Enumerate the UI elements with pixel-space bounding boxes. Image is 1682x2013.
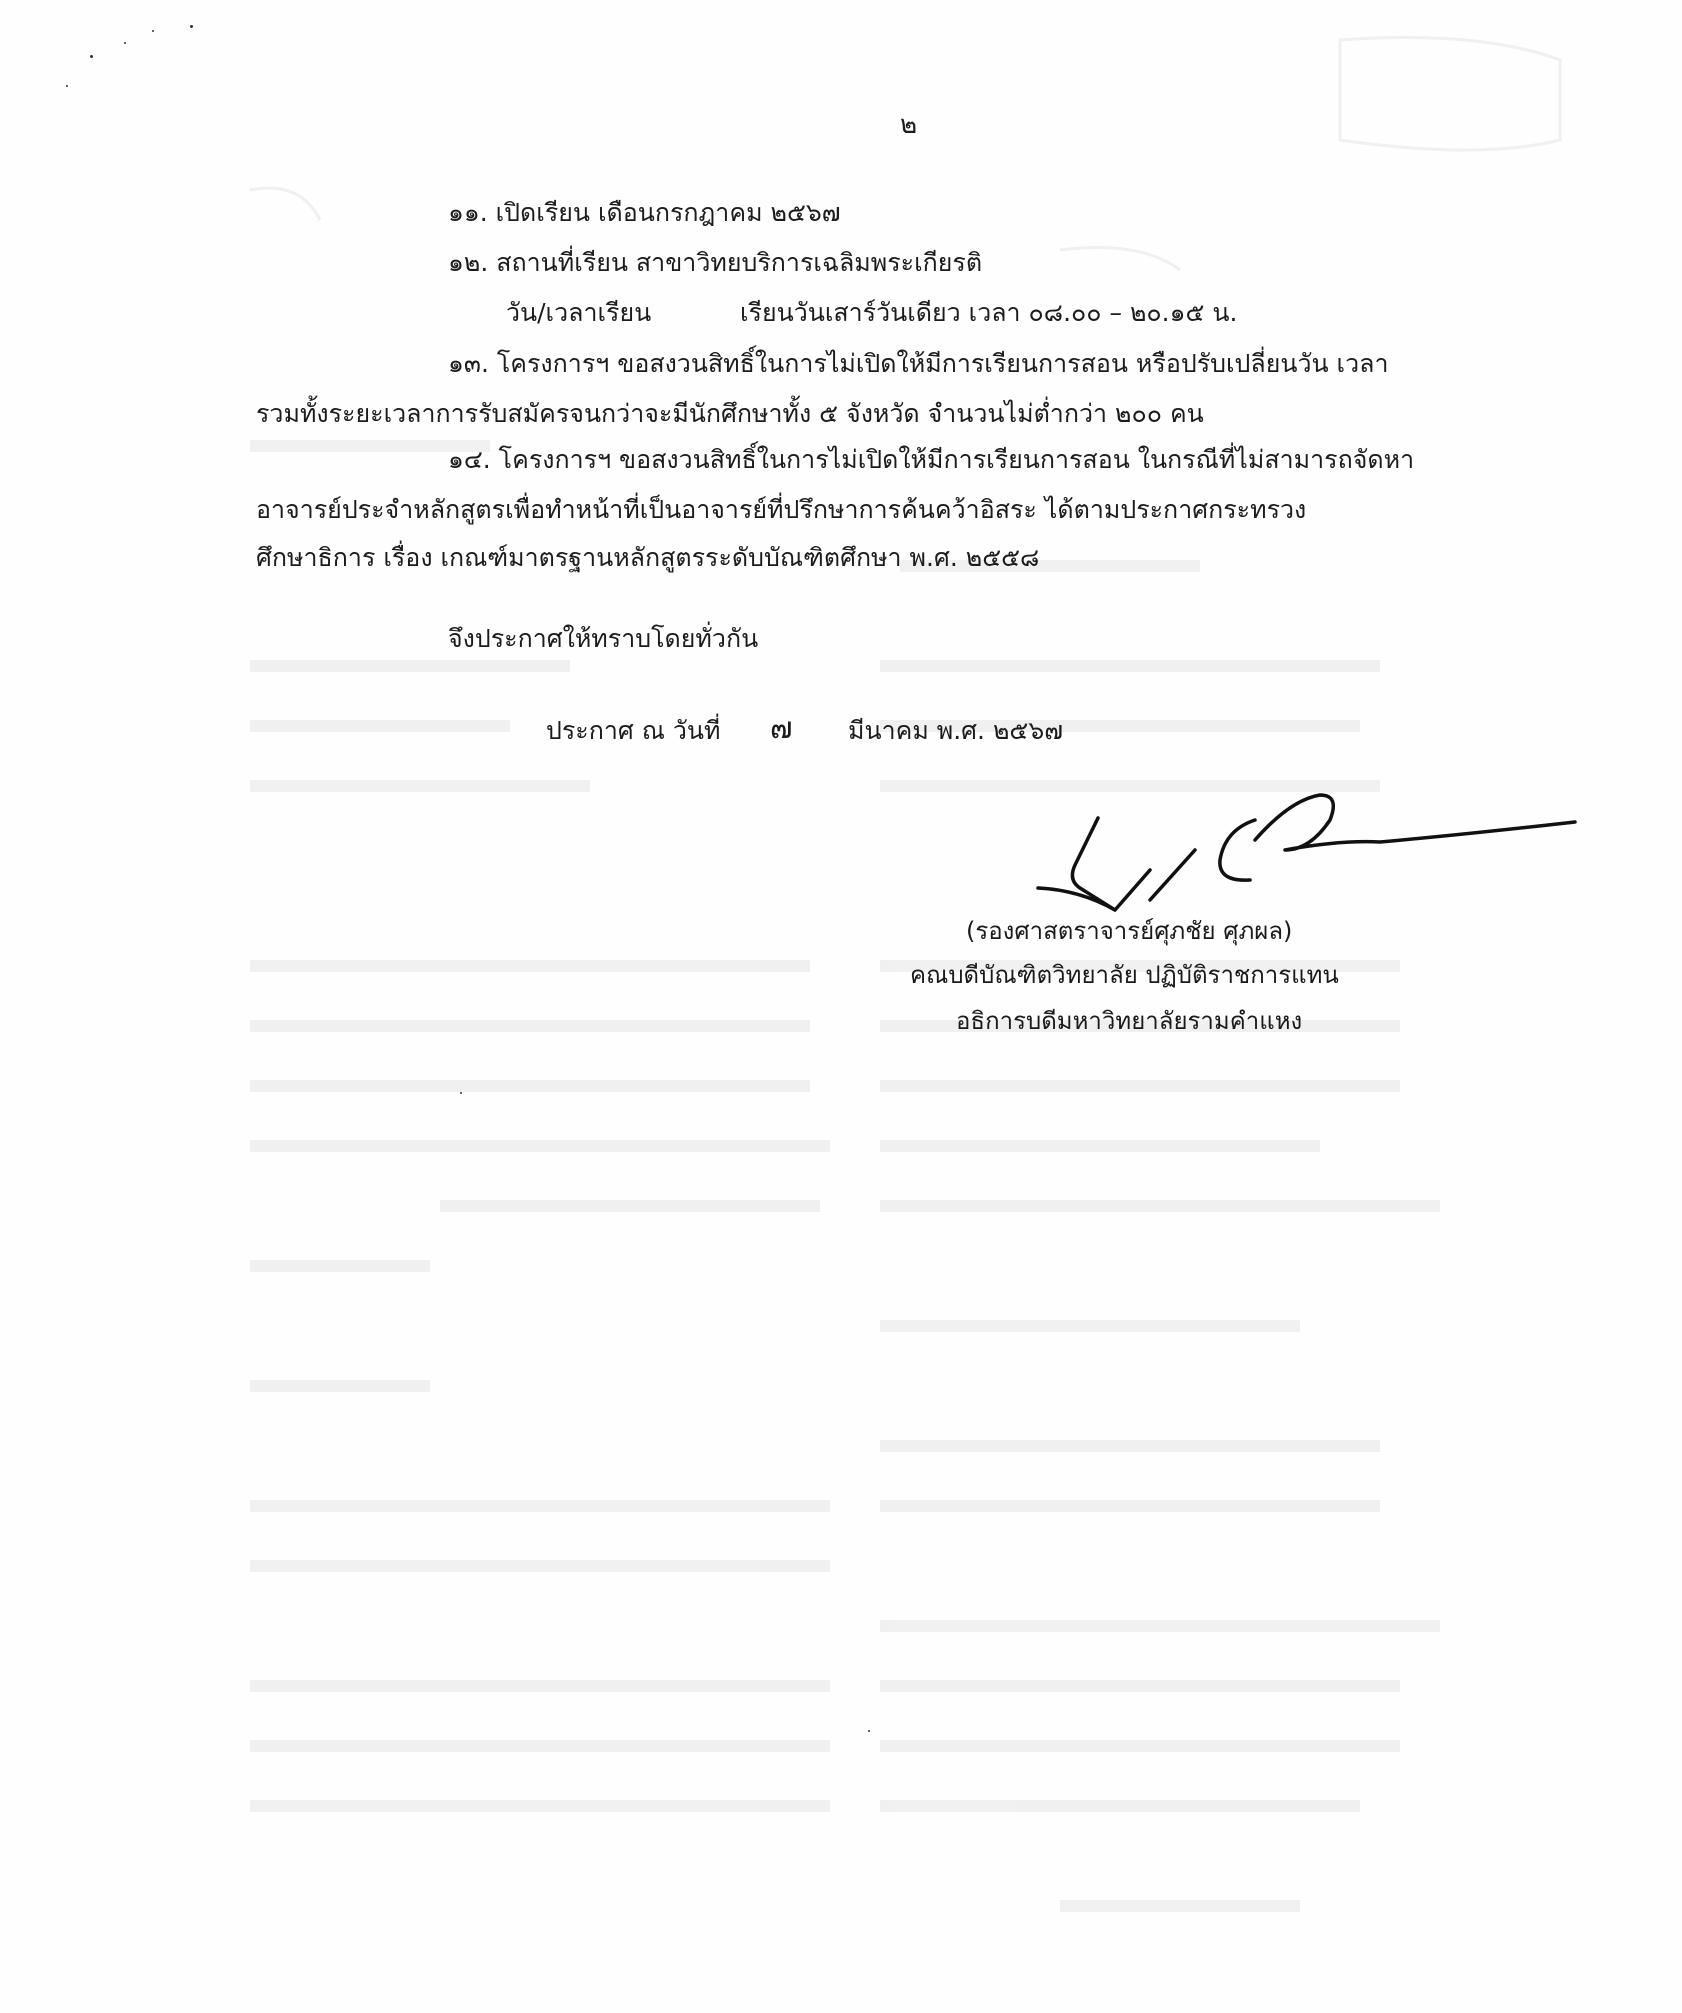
item-14-line-3: ศึกษาธิการ เรื่อง เกณฑ์มาตรฐานหลักสูตรระดับบัณฑิตศึกษา พ.ศ. ๒๕๕๘ (256, 543, 1040, 572)
speck (152, 30, 154, 32)
item-14-line-1: ๑๔. โครงการฯ ขอสงวนสิทธิ์ในการไม่เปิดให้มีการเรียนการสอน ในกรณีที่ไม่สามารถจัดหา (448, 445, 1415, 474)
item-13-line-2: รวมทั้งระยะเวลาการรับสมัครจนกว่าจะมีนักศึกษาทั้ง ๕ จังหวัด จำนวนไม่ต่ำกว่า ๒๐๐ คน (256, 399, 1204, 428)
signatory-title-2: อธิการบดีมหาวิทยาลัยรามคำแหง (956, 1007, 1303, 1035)
speck (868, 1730, 870, 1732)
announcement-date-month-year: มีนาคม พ.ศ. ๒๕๖๗ (848, 716, 1064, 745)
item-11: ๑๑. เปิดเรียน เดือนกรกฎาคม ๒๕๖๗ (448, 198, 841, 227)
item-14-line-2: อาจารย์ประจำหลักสูตรเพื่อทำหน้าที่เป็นอาจารย์ที่ปรึกษาการค้นคว้าอิสระ ได้ตามประกาศกระทรวง (256, 495, 1307, 524)
signatory-name: (รองศาสตราจารย์ศุภชัย ศุภผล) (966, 917, 1293, 945)
speck (66, 85, 68, 87)
speck (124, 42, 126, 44)
announcement-date-day: ๗ (770, 711, 793, 746)
signatory-title-1: คณบดีบัณฑิตวิทยาลัย ปฏิบัติราชการแทน (910, 961, 1339, 989)
speck (90, 55, 93, 58)
item-13-line-1: ๑๓. โครงการฯ ขอสงวนสิทธิ์ในการไม่เปิดให้มีการเรียนการสอน หรือปรับเปลี่ยนวัน เวลา (448, 349, 1389, 378)
schedule-value: เรียนวันเสาร์วันเดียว เวลา ๐๘.๐๐ – ๒๐.๑๕ น. (740, 298, 1238, 327)
item-12: ๑๒. สถานที่เรียน สาขาวิทยบริการเฉลิมพระเกียรติ (448, 248, 983, 277)
speck (460, 1092, 462, 1094)
closing-statement: จึงประกาศให้ทราบโดยทั่วกัน (448, 624, 759, 653)
signature-image (1020, 770, 1590, 930)
page-number: ๒ (900, 110, 918, 140)
announcement-date-label: ประกาศ ณ วันที่ (546, 716, 721, 745)
schedule-label: วัน/เวลาเรียน (506, 298, 652, 327)
speck (190, 25, 193, 28)
